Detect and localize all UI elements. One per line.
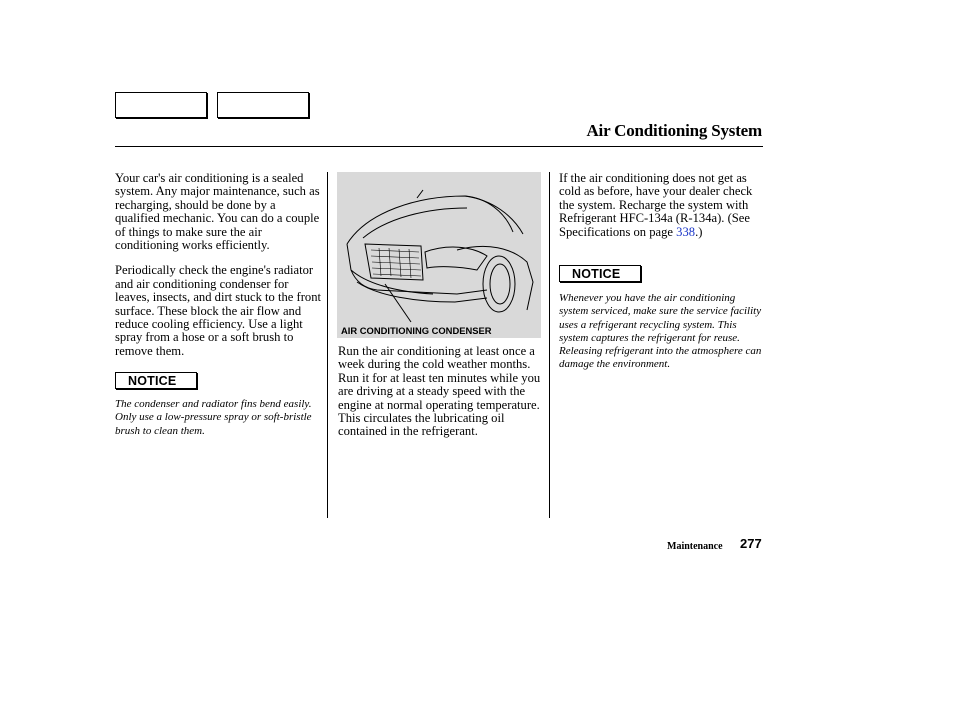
check-condenser-paragraph: Periodically check the engine's radiator and air conditioning condenser for leaves, insects, and dirt stuck to the front surface. These block the air flow and reduce cooling efficiency. Use a light spray from a hose or a soft brush to remove them. (115, 263, 321, 358)
notice-text: The condenser and radiator fins bend easily. Only use a low-pressure spray or soft-bristle brush to clean them. (115, 398, 312, 437)
section-label: Maintenance (667, 541, 723, 552)
title-rule (115, 146, 763, 147)
nav-button-index[interactable] (217, 92, 309, 118)
intro-paragraph: Your car's air conditioning is a sealed system. Any major maintenance, such as recharging, should be done by a qualified mechanic. You can do a couple of things to make sure the air conditioning works efficiently. (115, 171, 320, 253)
column-middle (338, 345, 544, 451)
notice-badge: NOTICE (115, 372, 197, 389)
condenser-illustration (337, 172, 541, 338)
notice-text: Whenever you have the air conditioning system serviced, make sure the service facility uses a refrigerant recycling system. This system captures the refrigerant for reuse. Releasing refrigerant into the atmosphere can damage the environment. (559, 292, 762, 371)
column-divider (327, 172, 328, 518)
recharge-text: If the air conditioning does not get as cold as before, have your dealer check the system. Recharge the system with Refrigerant HFC-134a (R-134a). (See Specifications on page (559, 171, 753, 239)
page-number: 277 (740, 536, 762, 551)
recharge-paragraph (559, 172, 764, 239)
column-left (115, 172, 323, 370)
column-divider (549, 172, 550, 518)
page-reference-link[interactable]: 338 (676, 224, 696, 239)
figure-caption: AIR CONDITIONING CONDENSER (341, 325, 492, 336)
car-front-icon (337, 172, 541, 338)
run-ac-paragraph: Run the air conditioning at least once a week during the cold weather months. Run it for at least ten minutes while you are driving at a steady speed with the engine at normal operating temperature. This circulates the lubricating oil contained in the refrigerant. (338, 344, 541, 439)
notice-badge: NOTICE (559, 265, 641, 282)
recharge-text-end: .) (695, 224, 703, 239)
nav-button-previous[interactable] (115, 92, 207, 118)
page-title: Air Conditioning System (586, 121, 762, 140)
column-right (559, 172, 764, 251)
